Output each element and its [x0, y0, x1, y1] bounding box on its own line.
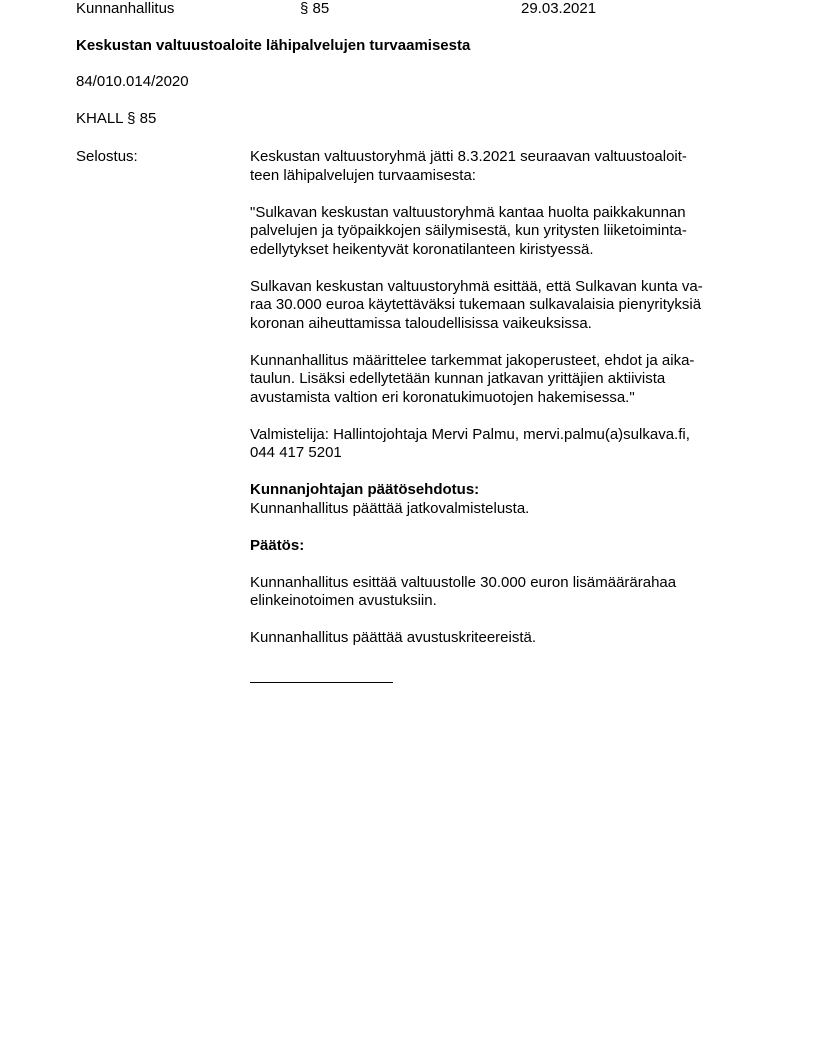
- quote-line: palvelujen ja työpaikkojen säilymisestä, kun yritysten liiketoiminta-: [250, 222, 687, 239]
- decision-line: Kunnanhallitus esittää valtuustolle 30.000 euron lisämäärärahaa: [250, 573, 677, 591]
- decision-paragraph-1: [250, 574, 750, 611]
- quote-line: koronan aiheuttamissa taloudellisissa vaikeuksissa.: [250, 314, 592, 332]
- preparer-phone: 044 417 5201: [250, 444, 342, 461]
- proposal-text: Kunnanhallitus päättää jatkovalmistelusta.: [250, 499, 530, 517]
- quote-line: Sulkavan keskustan valtuustoryhmä esittää, että Sulkavan kunta va-: [250, 277, 703, 295]
- quote-line: "Sulkavan keskustan valtuustoryhmä kantaa huolta paikkakunnan: [250, 203, 686, 221]
- proposal-paragraph: [250, 481, 750, 518]
- quote-line: avustamista valtion eri koronatukimuotojen hakemisessa.": [250, 388, 635, 406]
- intro-paragraph: [250, 148, 750, 185]
- decision-line: elinkeinotoimen avustuksiin.: [250, 592, 437, 609]
- quote-paragraph-2: [250, 278, 750, 334]
- header-date: 29.03.2021: [521, 0, 597, 17]
- decision-heading: Päätös:: [250, 536, 305, 554]
- decision-line: Kunnanhallitus päättää avustuskriteereistä.: [250, 629, 537, 646]
- quote-paragraph-1: [250, 204, 750, 260]
- document-title: Keskustan valtuustoaloite lähipalvelujen turvaamisesta: [76, 37, 471, 54]
- document-body: [250, 148, 750, 648]
- header-section-number: § 85: [300, 0, 330, 17]
- decision-paragraph-2: [250, 629, 750, 648]
- khall-reference: KHALL § 85: [76, 110, 157, 127]
- diary-number: 84/010.014/2020: [76, 73, 189, 90]
- quote-paragraph-3: [250, 352, 750, 408]
- proposal-heading: Kunnanjohtajan päätösehdotus:: [250, 481, 480, 498]
- header-body-name: Kunnanhallitus: [76, 0, 175, 17]
- intro-line: Keskustan valtuustoryhmä jätti 8.3.2021 seuraavan valtuustoaloit-: [250, 148, 687, 165]
- quote-line: Kunnanhallitus määrittelee tarkemmat jakoperusteet, ehdot ja aika-: [250, 351, 695, 369]
- decision-heading-paragraph: [250, 537, 750, 556]
- intro-line: teen lähipalvelujen turvaamisesta:: [250, 166, 476, 184]
- preparer-paragraph: [250, 426, 750, 463]
- selostus-label: Selostus:: [76, 148, 138, 165]
- preparer-line: Valmistelija: Hallintojohtaja Mervi Palmu, mervi.palmu(a)sulkava.fi,: [250, 425, 690, 443]
- quote-line: taulun. Lisäksi edellytetään kunnan jatkavan yrittäjien aktiivista: [250, 370, 666, 387]
- quote-line: edellytykset heikentyvät koronatilanteen kiristyessä.: [250, 240, 594, 258]
- quote-line: raa 30.000 euroa käytettäväksi tukemaan sulkavalaisia pienyrityksiä: [250, 296, 702, 313]
- signature-line: [250, 682, 393, 683]
